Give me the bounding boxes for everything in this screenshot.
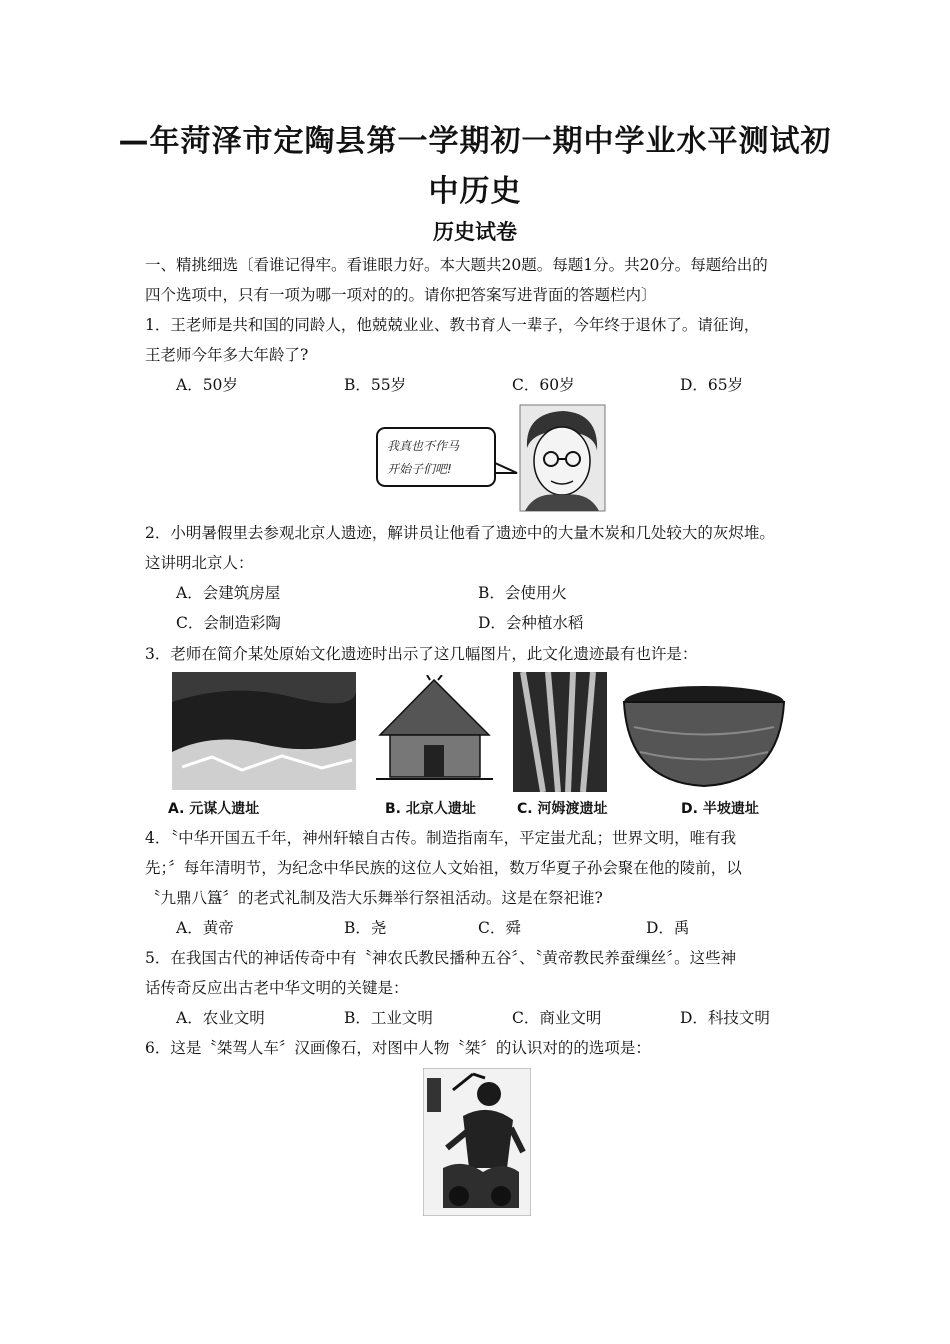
- section-instructions-line2: 四个选项中，只有一项为哪一项对的的。请你把答案写进背面的答题栏内〕: [145, 286, 657, 304]
- q5-option-d: D．科技文明: [680, 1009, 770, 1027]
- banpo-pottery-image: [620, 672, 788, 792]
- q4-option-a: A．黄帝: [176, 919, 234, 937]
- q4-text-line3: 〝九鼎八簋〞的老式礼制及浩大乐舞举行祭祖活动。这是在祭祀谁?: [145, 889, 603, 907]
- doc-title-line1: —年菏泽市定陶县第一学期初一期中学业水平测试初: [118, 124, 832, 159]
- q1-option-a: A．50岁: [176, 376, 238, 394]
- q1-option-d: D．65岁: [680, 376, 744, 394]
- q2-text-line1: 2．小明暑假里去参观北京人遗迹，解讲员让他看了遗迹中的大量木炭和几处较大的灰烬堆。: [145, 524, 775, 542]
- q2-text-line2: 这讲明北京人：: [145, 554, 254, 572]
- q5-option-b: B．工业文明: [344, 1009, 433, 1027]
- q4-option-b: B．尧: [344, 919, 387, 937]
- teacher-cartoon-image: [375, 403, 607, 513]
- doc-subtitle: 历史试卷: [433, 220, 517, 244]
- q3-caption-c: C. 河姆渡遗址: [517, 801, 608, 817]
- q2-option-d: D．会种植水稻: [478, 614, 584, 632]
- q5-option-a: A．农业文明: [176, 1009, 265, 1027]
- q4-text-line2: 先；〞每年清明节，为纪念中华民族的这位人文始祖，数万华夏子孙会聚在他的陵前，以: [145, 859, 742, 877]
- q4-text-line1: 4．〝中华开国五千年，神州轩辕自古传。制造指南车，平定蚩尤乱；世界文明，唯有我: [145, 829, 737, 847]
- q2-option-c: C．会制造彩陶: [176, 614, 281, 632]
- hemudu-site-image: [513, 672, 607, 792]
- q1-option-b: B．55岁: [344, 376, 407, 394]
- q3-caption-b: B. 北京人遗址: [385, 801, 476, 817]
- doc-title-line2: 中历史: [428, 174, 522, 209]
- q1-text-line2: 王老师今年多大年龄了?: [145, 346, 309, 364]
- jie-stone-relief-image: [423, 1068, 531, 1216]
- q4-option-d: D．禹: [646, 919, 690, 937]
- q5-text-line1: 5．在我国古代的神话传奇中有〝神农氏教民播种五谷〞、〝黄帝教民养蚕缫丝〞。这些神: [145, 949, 737, 967]
- q5-option-c: C．商业文明: [512, 1009, 602, 1027]
- q2-option-b: B．会使用火: [478, 584, 567, 602]
- yuanmou-site-image: [172, 672, 356, 790]
- q6-text-line1: 6．这是〝桀驾人车〞汉画像石，对图中人物〝桀〞的认识对的的选项是：: [145, 1039, 651, 1057]
- q3-text-line1: 3．老师在简介某处原始文化遗迹时出示了这几幅图片，此文化遗迹最有也许是：: [145, 645, 698, 663]
- speech-line2: 开始子们吧!: [387, 462, 452, 476]
- q3-caption-d: D. 半坡遗址: [681, 801, 759, 817]
- section-instructions-line1: 一、精挑细选〔看谁记得牢。看谁眼力好。本大题共20题。每题1分。共20分。每题给出的: [145, 256, 768, 274]
- speech-line1: 我真也不作马: [387, 439, 460, 453]
- q4-option-c: C．舜: [478, 919, 521, 937]
- beijing-man-hut-image: [372, 675, 497, 790]
- q1-text-line1: 1．王老师是共和国的同龄人，他兢兢业业、教书育人一辈子，今年终于退休了。请征询，: [145, 316, 760, 334]
- q3-caption-a: A. 元谋人遗址: [168, 801, 260, 817]
- q5-text-line2: 话传奇反应出古老中华文明的关键是：: [145, 979, 409, 997]
- q2-option-a: A．会建筑房屋: [176, 584, 281, 602]
- q1-option-c: C．60岁: [512, 376, 575, 394]
